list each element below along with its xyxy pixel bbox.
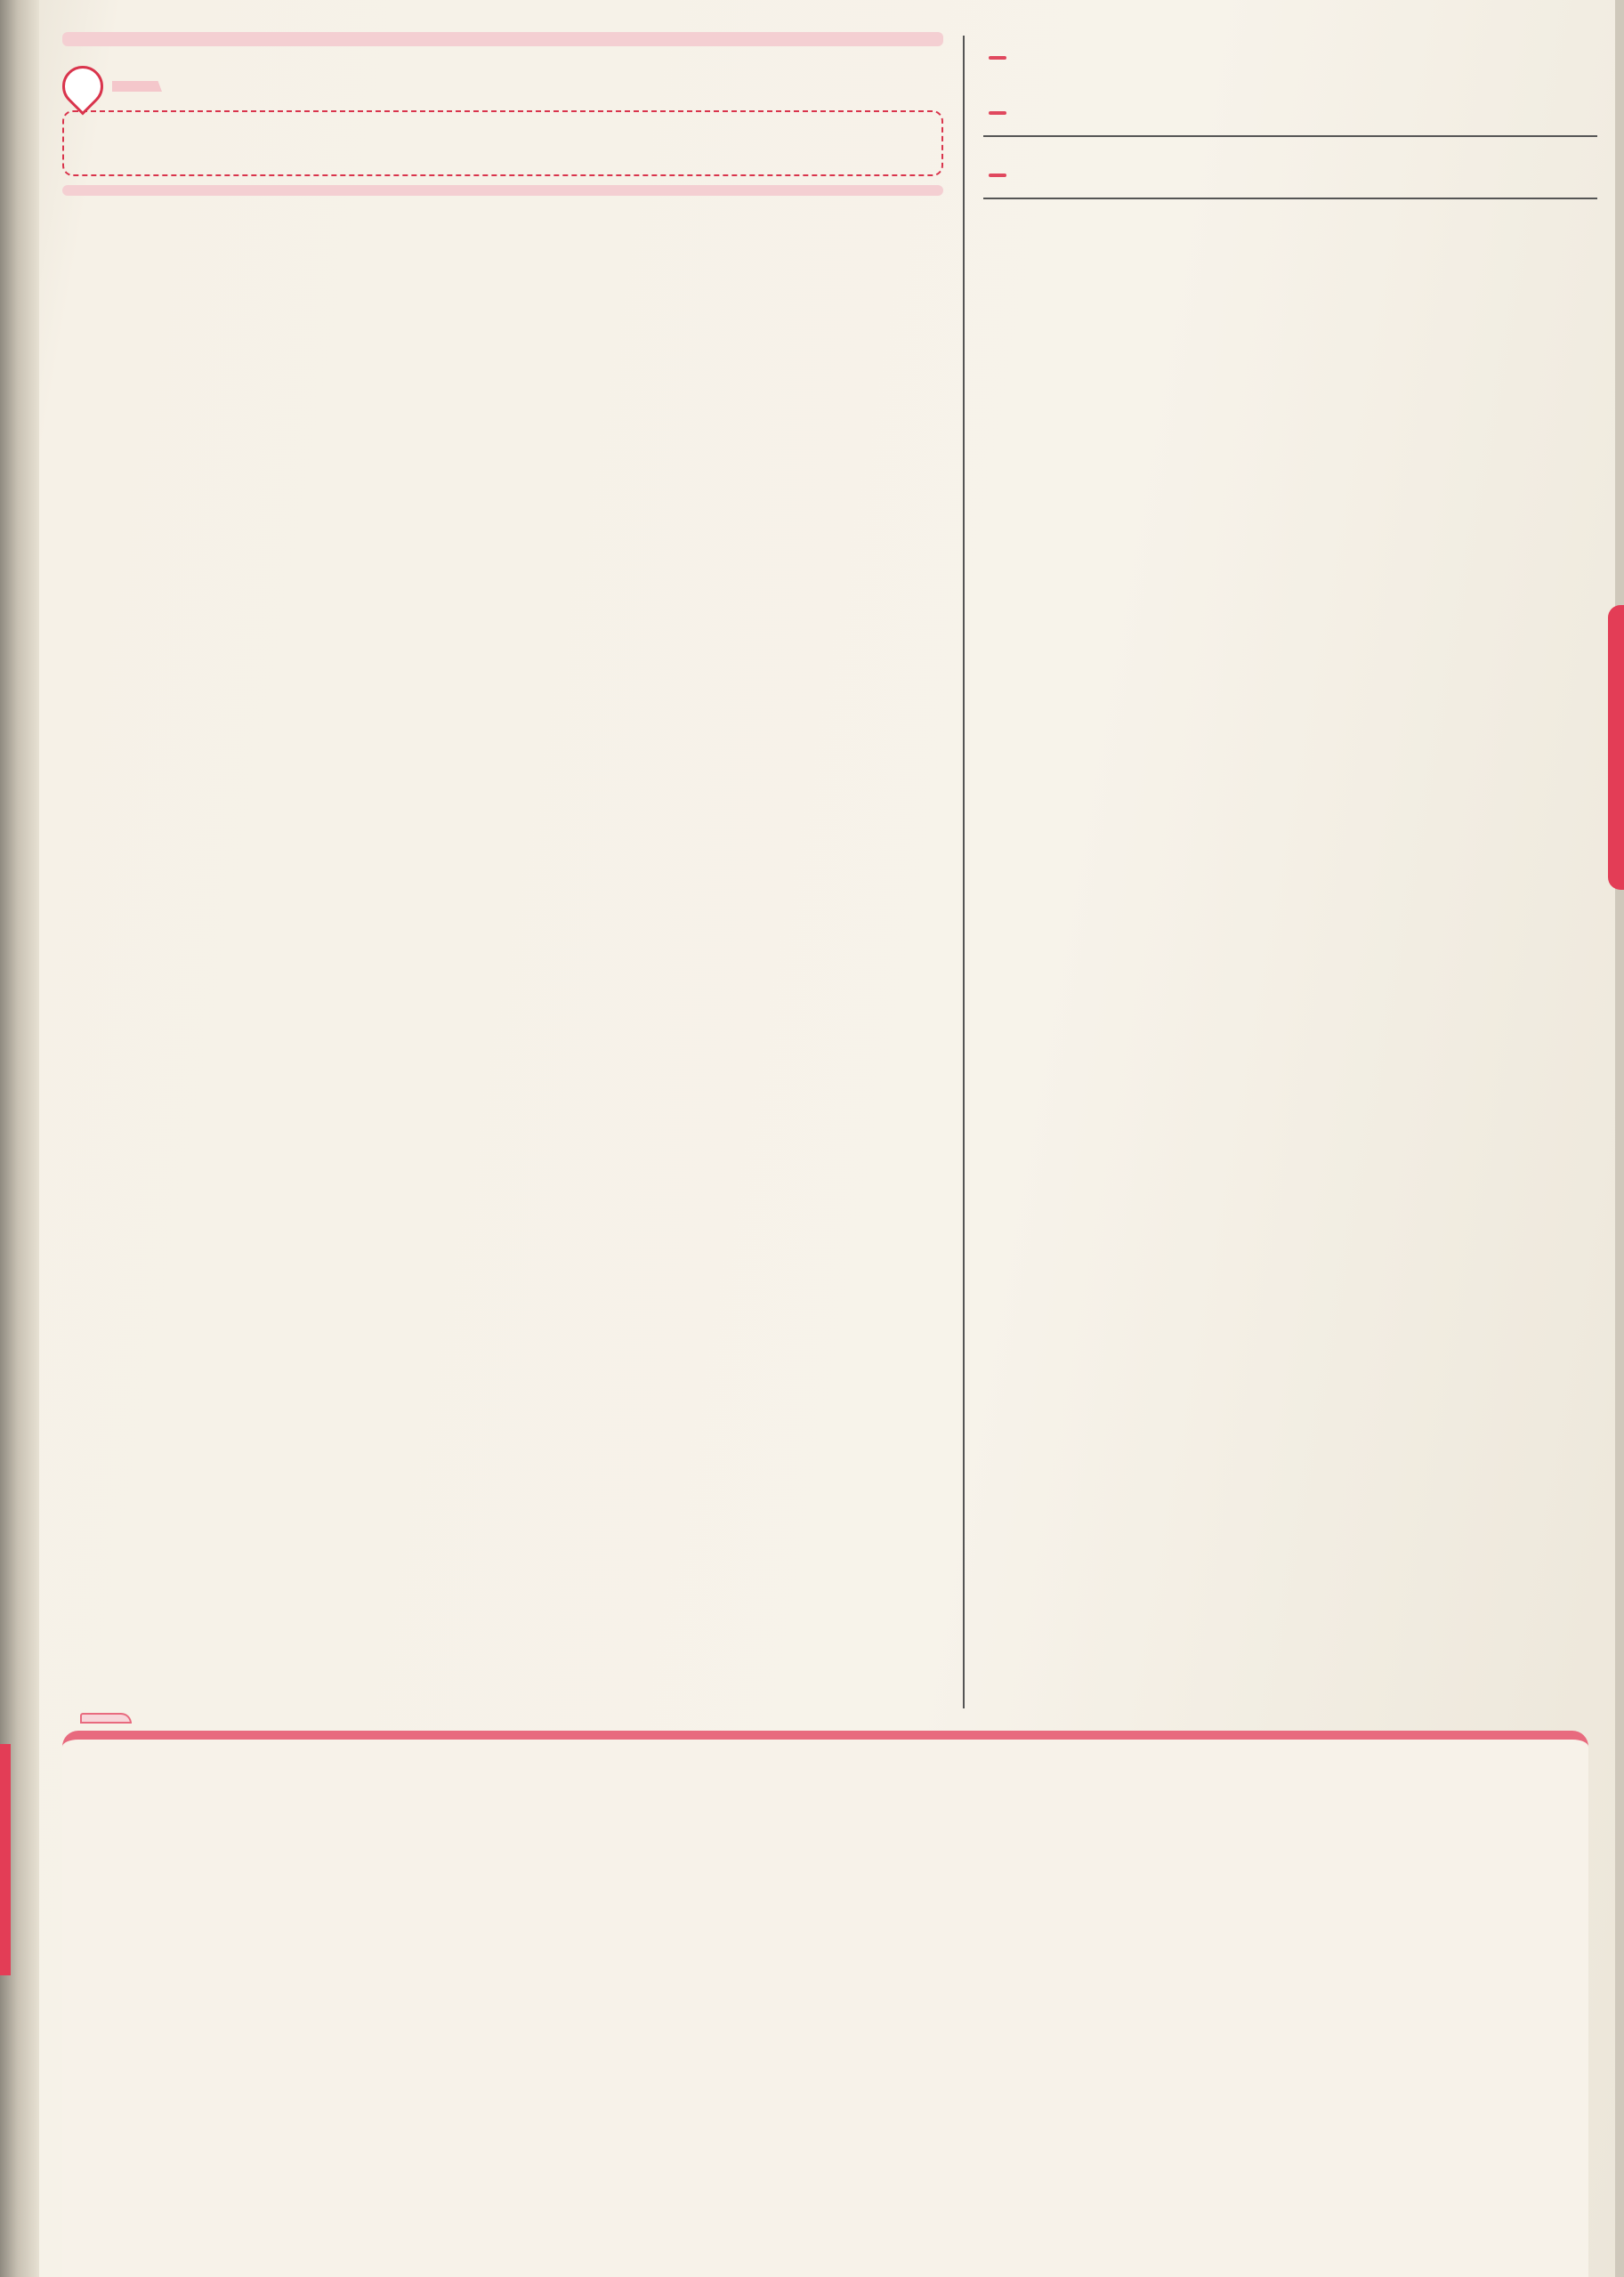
left-column [62,27,943,196]
red-page-tab [1608,605,1624,890]
red-spine-mark [0,1744,11,1975]
highlight-badge [989,56,1006,60]
question-23 [983,149,1597,199]
guide-box [62,110,943,176]
column-divider [963,36,965,1708]
page-edge [1615,0,1624,2277]
segment-explanation-1 [62,32,943,46]
guide-header [62,66,943,107]
right-column [983,36,1597,212]
teacher-notes-box [62,1731,1588,2277]
notes-title [80,1713,132,1724]
guide-title [112,81,162,92]
key-point-badge [989,174,1006,177]
question-18 [983,87,1597,137]
difficulty-badge [989,111,1006,115]
segment-explanation-2 [62,185,943,196]
location-pin-icon [53,57,111,115]
note-17 [983,36,1597,78]
